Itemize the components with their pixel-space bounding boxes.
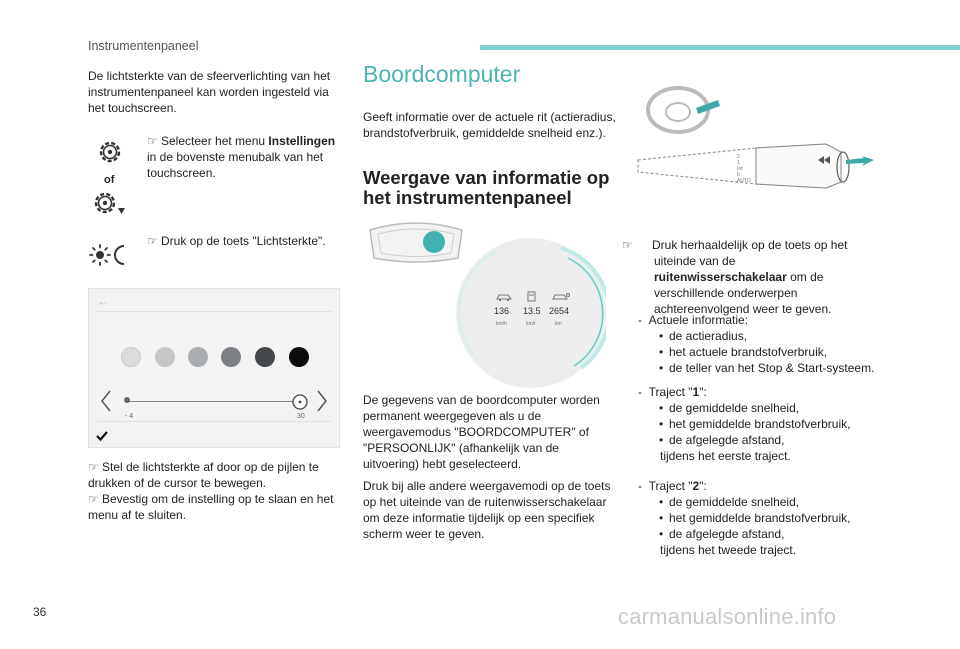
header-bar (480, 45, 960, 50)
brightness-level-4[interactable] (221, 347, 241, 367)
watermark: carmanualsonline.info (618, 604, 837, 629)
settings-gear-dropdown-icon (92, 190, 128, 218)
brightness-level-2[interactable] (155, 347, 175, 367)
instrument-panel-icon (366, 220, 466, 264)
stalk-labels: 2 1 Int 0 AUTO (737, 154, 751, 184)
computer-other-modes-para: Druk bij alle andere weergavemodi op de toets op het uiteinde van de ruitenwisserschakelaar om deze informatie tijdelijk op een specifiek scherm weer te geven. (363, 479, 611, 541)
list-item: • de gemiddelde snelheid, (659, 401, 800, 415)
finger-icon: ☞ (622, 238, 633, 252)
screen-divider (97, 311, 331, 312)
brightness-slider-track[interactable] (125, 401, 295, 402)
instrument-cluster-display (456, 238, 606, 388)
list-item: • de afgelegde afstand, (659, 433, 785, 447)
brightness-level-1[interactable] (121, 347, 141, 367)
speed-car-icon (496, 292, 512, 302)
list-item: • de actieradius, (659, 329, 748, 343)
subsection-title: Weergave van informatie op het instrumentenpaneel (363, 167, 610, 208)
menu-name: Instellingen (268, 134, 336, 148)
trip1-list: - Traject "1": • de gemiddelde snelheid, • het gemiddelde brandstofverbruik, • de afgelegde afstand, tijdens het eerste traject. (638, 384, 878, 464)
arrow-left-icon[interactable] (99, 389, 113, 413)
current-info-list: - Actuele informatie: • de actieradius, • het actuele brandstofverbruik, • de teller van het Stop & Start-systeem. (638, 312, 878, 376)
section-title: Boordcomputer (363, 61, 521, 87)
step-select-menu: ☞ Selecteer het menu Instellingen in de bovenste menubalk van het touchscreen. (147, 134, 336, 180)
settings-gear-icon (96, 138, 124, 166)
step-adjust: ☞ Stel de lichtsterkte af door op de pijlen te drukken of de cursor te bewegen. (88, 460, 319, 490)
or-label: of (104, 174, 115, 186)
finger-icon: ☞ (88, 460, 99, 474)
computer-intro: Geeft informatie over de actuele rit (actieradius, brandstofverbruik, gemiddelde snelheid enz.). (363, 110, 616, 140)
brightness-level-3[interactable] (188, 347, 208, 367)
instr-press-button: ☞ Druk herhaaldelijk op de toets op het uiteinde van de ruitenwisserschakelaar om de verschillende onderwerpen achtereenvolgend weer te geven. (622, 238, 848, 316)
finger-icon: ☞ (147, 234, 158, 248)
wiper-stalk-icon (636, 138, 876, 198)
avg-speed-value: 136 (494, 306, 510, 316)
section-header: Instrumentenpaneel (88, 39, 199, 53)
slider-start-dot (124, 397, 130, 403)
distance-unit: km (555, 321, 562, 327)
list-item: • het actuele brandstofverbruik, (659, 345, 828, 359)
screen-divider-bottom (97, 421, 331, 422)
finger-icon: ☞ (147, 134, 158, 148)
arrow-right-icon[interactable] (315, 389, 329, 413)
distance-value: 2654 (549, 306, 570, 316)
list-item: • het gemiddelde brandstofverbruik, (659, 511, 851, 525)
fuel-unit: km/l (526, 321, 536, 327)
stalk-name: ruitenwisserschakelaar (654, 270, 787, 284)
fuel-icon (526, 290, 538, 302)
brightness-icon (88, 242, 130, 268)
slider-min-label: - 4 (125, 413, 134, 420)
list-item: • de afgelegde afstand, (659, 527, 785, 541)
page-number: 36 (33, 605, 47, 619)
slider-max-label: 30 (297, 413, 305, 420)
distance-car-icon (552, 292, 570, 302)
step-confirm: ☞ Bevestig om de instelling op te slaan en het menu af te sluiten. (88, 492, 334, 522)
list-item: • het gemiddelde brandstofverbruik, (659, 417, 851, 431)
step-brightness: ☞ Druk op de toets "Lichtsterkte". (147, 234, 326, 248)
brightness-level-5[interactable] (255, 347, 275, 367)
list-item: • de gemiddelde snelheid, (659, 495, 800, 509)
avg-speed-unit: km/h (496, 321, 507, 327)
back-arrow-icon[interactable]: ← (97, 294, 109, 308)
list-item: • de teller van het Stop & Start-systeem. (659, 361, 875, 375)
trip2-list: - Traject "2": • de gemiddelde snelheid, • het gemiddelde brandstofverbruik, • de afgelegde afstand, tijdens het tweede traject. (638, 478, 878, 558)
brightness-level-6[interactable] (289, 347, 309, 367)
confirm-check-icon[interactable] (95, 430, 109, 442)
touchscreen-brightness-screen (88, 288, 340, 448)
fuel-consumption-value: 13.5 (523, 306, 541, 316)
intro-text: De lichtsterkte van de sfeerverlichting van het instrumentenpaneel kan worden ingesteld via het touchscreen. (88, 69, 331, 115)
computer-display-para: De gegevens van de boordcomputer worden permanent weergegeven als u de weergavemodus "BOORDCOMPUTER" of "PERSOONLIJK" (afhankelijk van de uitvoering) hebt geselecteerd. (363, 393, 600, 471)
finger-icon: ☞ (88, 492, 99, 506)
